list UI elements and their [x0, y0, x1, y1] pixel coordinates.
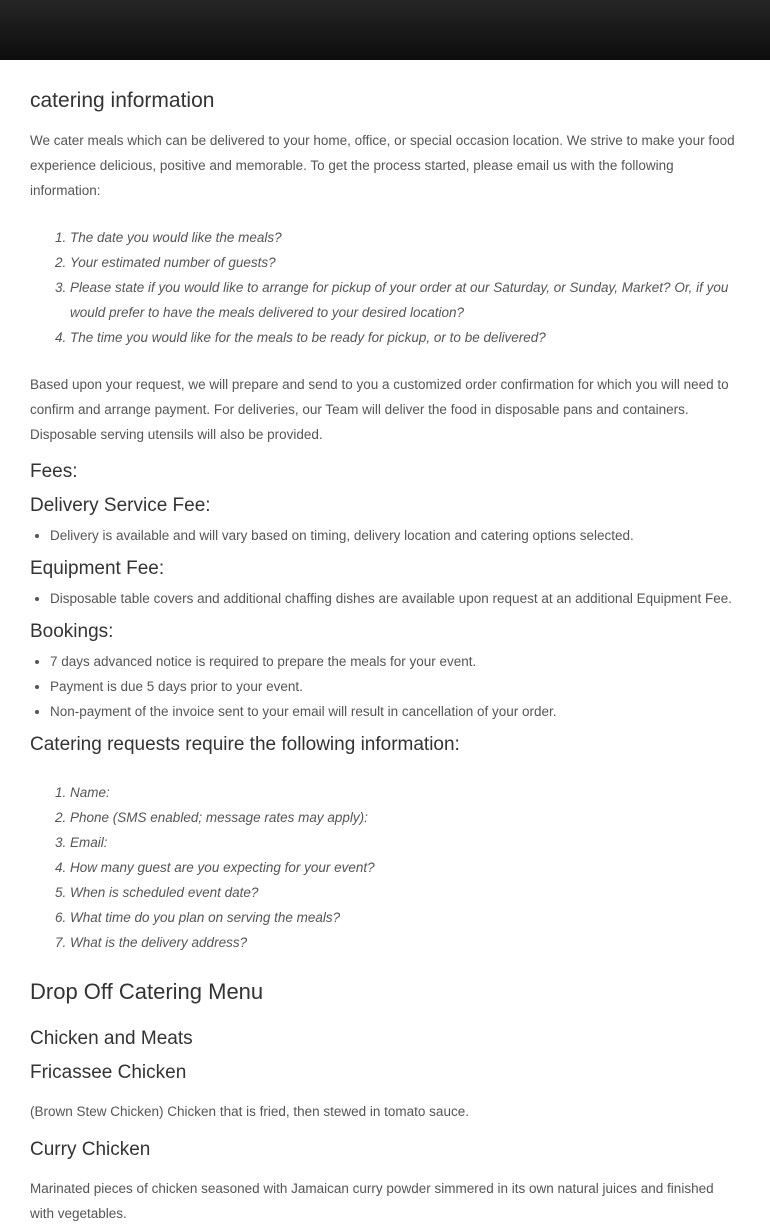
- list-item: • Delivery is available and will vary based on timing, delivery location and catering options selected.: [50, 523, 740, 548]
- delivery-fee-list: [30, 523, 740, 548]
- questions-list: [30, 225, 740, 350]
- requests-heading: Catering requests require the following information:: [30, 734, 460, 755]
- equipment-fee-list: [30, 586, 740, 611]
- list-item: 2. Phone (SMS enabled; message rates may apply):: [70, 805, 740, 830]
- menu-category-heading: Chicken and Meats: [30, 1028, 193, 1050]
- main-content: [0, 88, 770, 1226]
- order-confirmation-paragraph: Based upon your request, we will prepare and send to you a customized order confirmation for which you will need to confirm and arrange payment. For deliveries, our Team will deliver the food in disposable pans and containers. Disposable serving utensils will also be provided.: [30, 377, 729, 442]
- intro-paragraph: We cater meals which can be delivered to your home, office, or special occasion location. We strive to make your food experience delicious, positive and memorable. To get the process started, please email us with the following information:: [30, 133, 735, 198]
- menu-item-description: Marinated pieces of chicken seasoned with Jamaican curry powder simmered in its own natural juices and finished with vegetables.: [30, 1181, 714, 1222]
- list-item: 6. What time do you plan on serving the meals?: [70, 905, 740, 930]
- list-item: 3. Please state if you would like to arrange for pickup of your order at our Saturday, or Sunday, Market? Or, if you would prefer to have the meals delivered to your desired location?: [70, 275, 740, 325]
- list-item: 7. What is the delivery address?: [70, 930, 740, 955]
- list-item: 5. When is scheduled event date?: [70, 880, 740, 905]
- menu-item-description: (Brown Stew Chicken) Chicken that is fried, then stewed in tomato sauce.: [30, 1104, 469, 1120]
- top-header-bar: [0, 0, 770, 60]
- equipment-fee-heading: Equipment Fee:: [30, 558, 165, 579]
- menu-item-name: Fricassee Chicken: [30, 1062, 187, 1084]
- page-title: catering information: [30, 89, 215, 112]
- fees-heading: Fees:: [30, 461, 78, 482]
- list-item: 3. Email:: [70, 830, 740, 855]
- list-item: 1. Name:: [70, 780, 740, 805]
- list-item: • 7 days advanced notice is required to prepare the meals for your event.: [50, 649, 740, 674]
- requests-list: [30, 780, 740, 955]
- list-item: 2. Your estimated number of guests?: [70, 250, 740, 275]
- list-item: • Payment is due 5 days prior to your event.: [50, 674, 740, 699]
- menu-heading: Drop Off Catering Menu: [30, 979, 264, 1004]
- delivery-fee-heading: Delivery Service Fee:: [30, 495, 211, 516]
- bookings-heading: Bookings:: [30, 621, 114, 642]
- list-item: 1. The date you would like the meals?: [70, 225, 740, 250]
- menu-item-name: Curry Chicken: [30, 1139, 151, 1161]
- list-item: • Non-payment of the invoice sent to your email will result in cancellation of your order.: [50, 699, 740, 724]
- list-item: 4. The time you would like for the meals to be ready for pickup, or to be delivered?: [70, 325, 740, 350]
- bookings-list: [30, 649, 740, 724]
- list-item: • Disposable table covers and additional chaffing dishes are available upon request at an additional Equipment Fee.: [50, 586, 740, 611]
- list-item: 4. How many guest are you expecting for your event?: [70, 855, 740, 880]
